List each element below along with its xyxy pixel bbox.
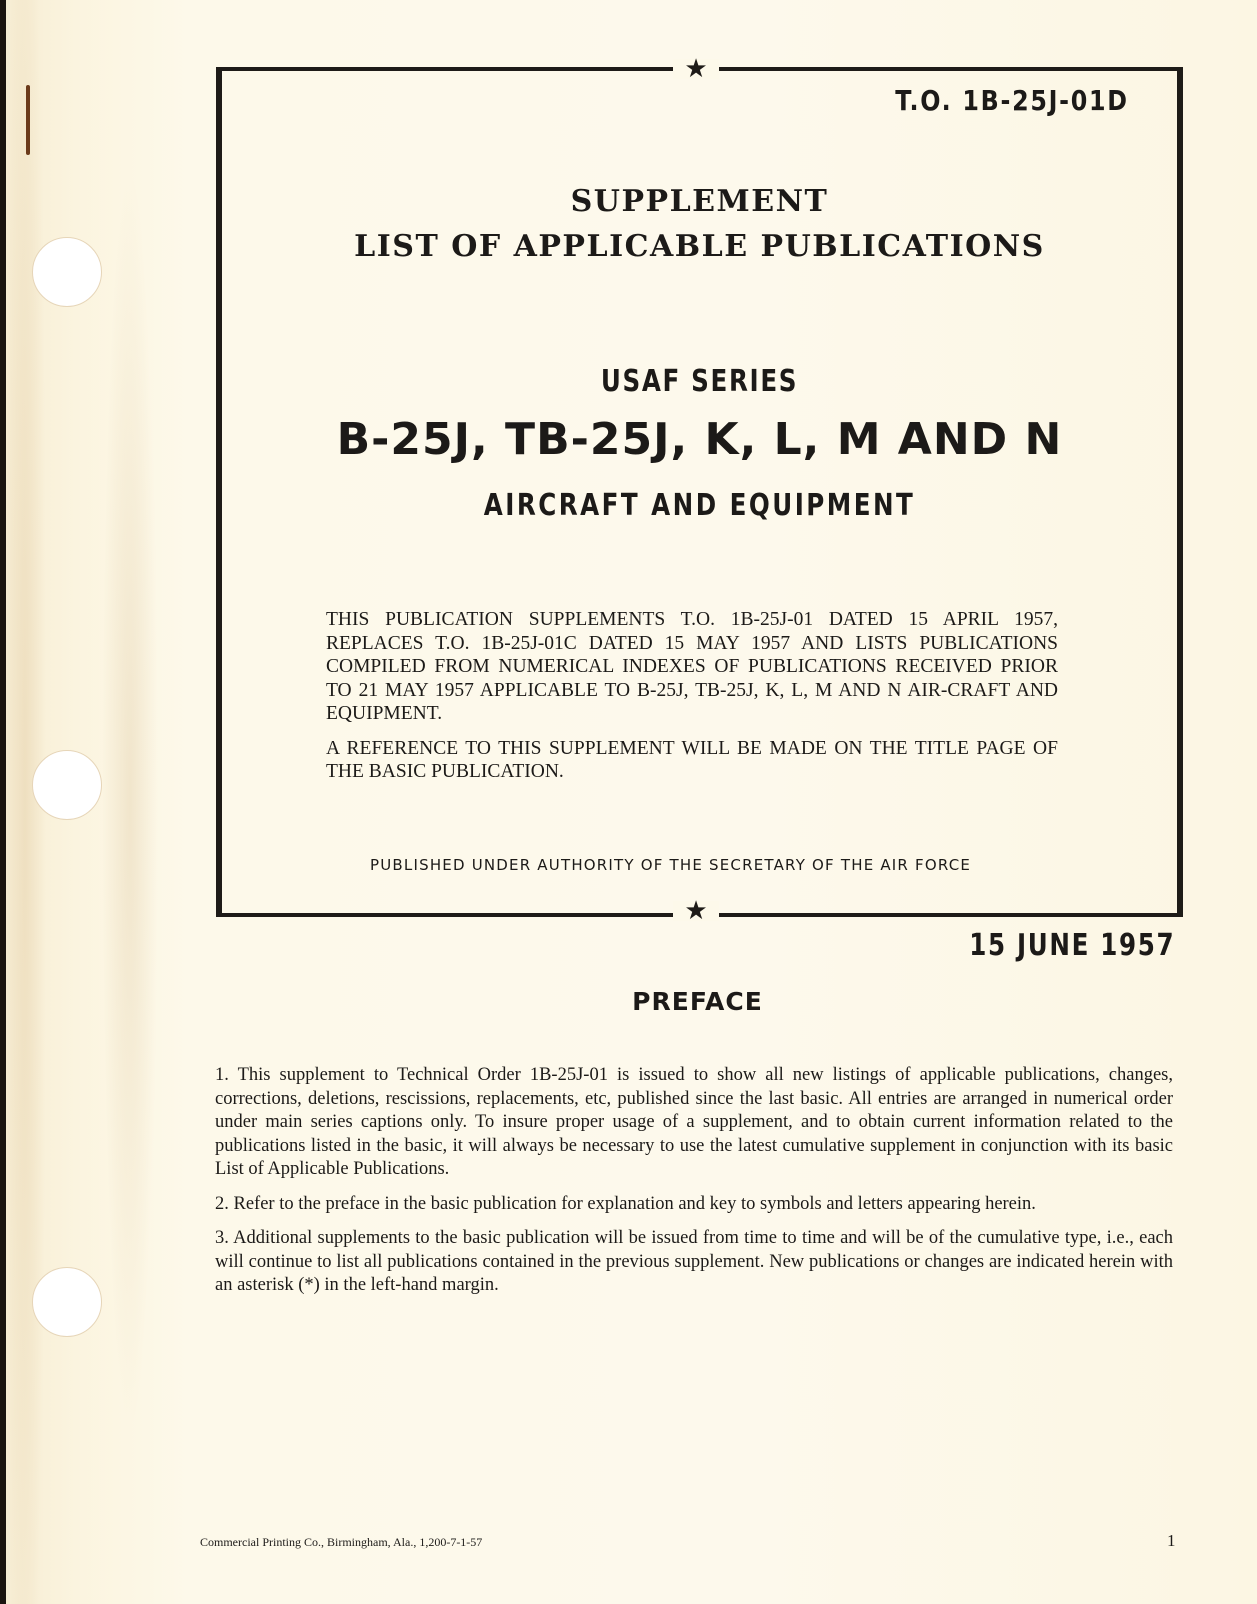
authority-statement: PUBLISHED UNDER AUTHORITY OF THE SECRETARY OF THE AIR FORCE <box>370 856 972 874</box>
printer-imprint: Commercial Printing Co., Birmingham, Ala., 1,200-7-1-57 <box>200 1535 483 1549</box>
ink-stain <box>26 85 30 155</box>
preface-paragraph: 3. Additional supplements to the basic publication will be issued from time to time and will be of the cumulative type, i.e., each will continue to list all publications contained in the previous supplement. New publications or changes are indicated herein with an asterisk (*) in the left-hand margin. <box>215 1228 1173 1295</box>
description-block <box>326 608 1058 795</box>
preface-paragraph: 1. This supplement to Technical Order 1B-25J-01 is issued to show all new listings of applicable publications, changes, corrections, deletions, rescissions, replacements, etc, published since the last basic. All entries are arranged in numerical order under main series captions only. To insure proper usage of a supplement, and to obtain current information related to the publications listed in the basic, it will always be necessary to use the latest cumulative supplement in conjunction with its basic List of Applicable Publications. <box>215 1065 1173 1179</box>
description-paragraph: A REFERENCE TO THIS SUPPLEMENT WILL BE MADE ON THE TITLE PAGE OF THE BASIC PUBLICATION. <box>326 737 1058 782</box>
title-supplement: SUPPLEMENT <box>570 184 829 219</box>
preface-paragraph: 2. Refer to the preface in the basic publication for explanation and key to symbols and letters appearing herein. <box>215 1193 1036 1214</box>
preface-body <box>215 1064 1173 1309</box>
title-list: LIST OF APPLICABLE PUBLICATIONS <box>354 229 1045 264</box>
star-icon-bottom: ★ <box>673 901 719 921</box>
publication-date: 15 JUNE 1957 <box>968 928 1175 963</box>
preface-heading: PREFACE <box>632 987 763 1016</box>
binder-hole <box>32 237 102 307</box>
description-paragraph: THIS PUBLICATION SUPPLEMENTS T.O. 1B-25J-01 DATED 15 APRIL 1957, REPLACES T.O. 1B-25J-01C DATED 15 MAY 1957 AND LISTS PUBLICATIONS COMPILED FROM NUMERICAL INDEXES OF PUBLICATIONS RECEIVED PRIOR TO 21 MAY 1957 APPLICABLE TO B-25J, TB-25J, K, L, M AND N AIR-CRAFT AND EQUIPMENT. <box>326 609 1058 724</box>
binder-hole <box>32 750 102 820</box>
aircraft-models: B-25J, TB-25J, K, L, M AND N <box>336 414 1063 465</box>
technical-order-number: T.O. 1B-25J-01D <box>895 84 1129 117</box>
binder-hole <box>32 1267 102 1337</box>
page-edge <box>0 0 6 1604</box>
subject-label: AIRCRAFT AND EQUIPMENT <box>483 488 916 523</box>
page-number: 1 <box>1167 1531 1176 1550</box>
star-icon-top: ★ <box>673 59 719 79</box>
series-label: USAF SERIES <box>600 364 799 399</box>
